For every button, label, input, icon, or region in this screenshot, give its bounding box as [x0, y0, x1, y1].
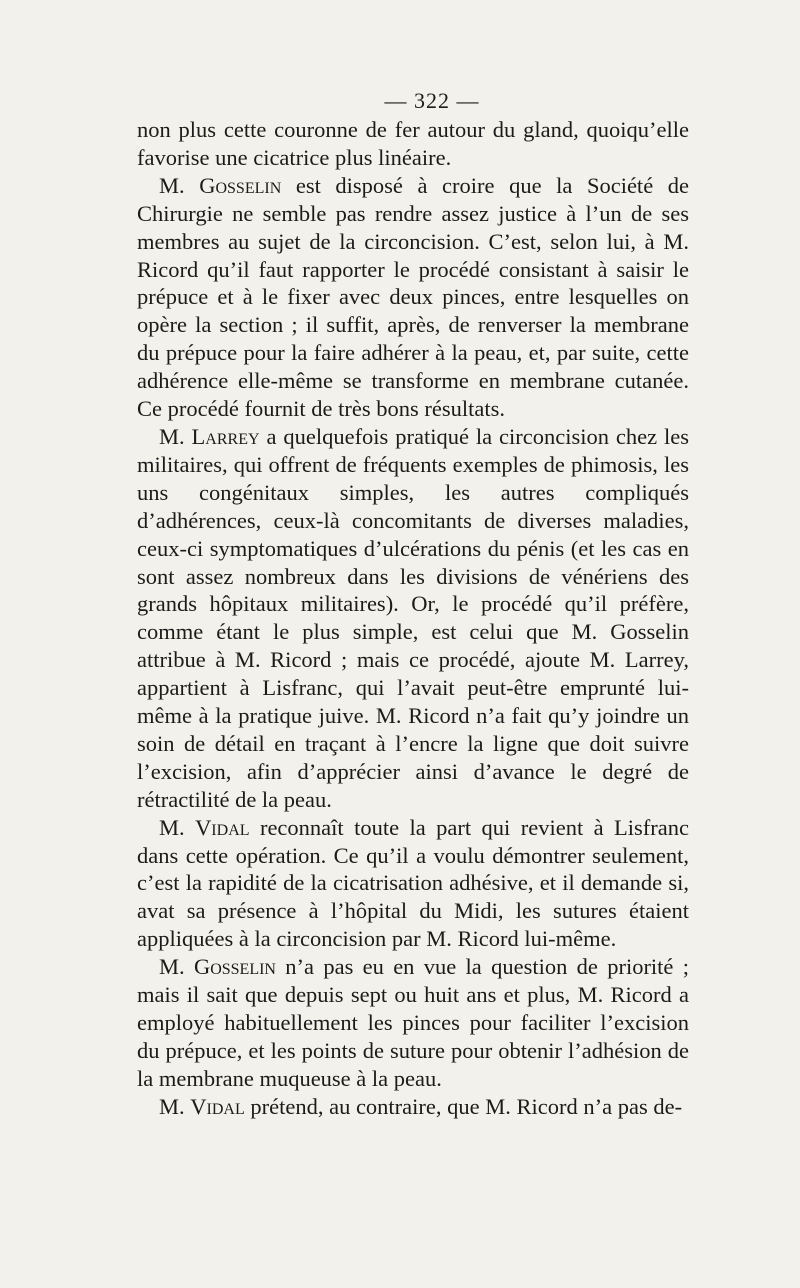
speaker-name: Gosselin: [193, 954, 276, 980]
paragraph-text: M.: [159, 1093, 191, 1119]
paragraph-text: non plus cette couronne de fer autour du gland, quoiqu’elle favorise une cicatrice plus linéaire.: [137, 117, 689, 170]
paragraph-text: reconnaît toute la part qui revient à Lisfranc dans cette opération. Ce qu’il a voulu démontrer seulement, c’est la rapidité de la cicatrisation adhésive, et il demande si, avat sa présence à l’hôpital du Midi, les sutures étaient appliquées à la circoncision par M. Ricord lui-même.: [137, 814, 689, 952]
body-text: [137, 116, 689, 1121]
paragraph: [137, 423, 689, 814]
paragraph: [137, 172, 689, 423]
paragraph: [137, 1093, 689, 1121]
paragraph-text: M.: [159, 954, 194, 980]
paragraph: [137, 116, 689, 172]
speaker-name: Larrey: [191, 423, 260, 449]
paragraph: [137, 953, 689, 1093]
paragraph-text: M.: [159, 172, 200, 198]
paragraph-text: est disposé à croire que la Société de Chirurgie ne semble pas rendre assez justice à l’un de ses membres au sujet de la circoncision. C’est, selon lui, à M. Ricord qu’il faut rapporter le procédé consistant à saisir le prépuce et à le fixer avec deux pinces, entre lesquelles on opère la section ; il suffit, après, de renverser la membrane du prépuce pour la faire adhérer à la peau, et, par suite, cette adhérence elle-même se transforme en membrane cutanée. Ce procédé fournit de très bons résultats.: [137, 172, 689, 422]
speaker-name: Gosselin: [199, 172, 282, 198]
paragraph-text: n’a pas eu en vue la question de priorité ; mais il sait que depuis sept ou huit ans et plus, M. Ricord a employé habituellement les pinces pour faciliter l’excision du prépuce, et les points de suture pour obtenir l’adhésion de la membrane muqueuse à la peau.: [137, 954, 689, 1091]
speaker-name: Vidal: [195, 814, 250, 840]
paragraph: [137, 814, 689, 954]
paragraph-text: M.: [159, 423, 192, 449]
paragraph-text: M.: [159, 814, 196, 840]
speaker-name: Vidal: [190, 1093, 245, 1119]
page-number: — 322 —: [384, 88, 480, 113]
paragraph-text: prétend, au contraire, que M. Ricord n’a pas de-: [244, 1093, 683, 1119]
paragraph-text: a quelquefois pratiqué la circoncision chez les militaires, qui offrent de fréquents exemples de phimosis, les uns congénitaux simples, les autres compliqués d’adhérences, ceux-là concomitants de diverses maladies, ceux-ci symptomatiques d’ulcérations du pénis (et les cas en sont assez nombreux dans les divisions de vénériens des grands hôpitaux militaires). Or, le procédé qu’il préfère, comme étant le plus simple, est celui que M. Gosselin attribue à M. Ricord ; mais ce procédé, ajoute M. Larrey, appartient à Lisfranc, qui l’avait peut-être emprunté lui-même à la pratique juive. M. Ricord n’a fait qu’y joindre un soin de détail en traçant à l’encre la ligne que doit suivre l’excision, afin d’apprécier ainsi d’avance le degré de rétractilité de la peau.: [137, 423, 689, 812]
